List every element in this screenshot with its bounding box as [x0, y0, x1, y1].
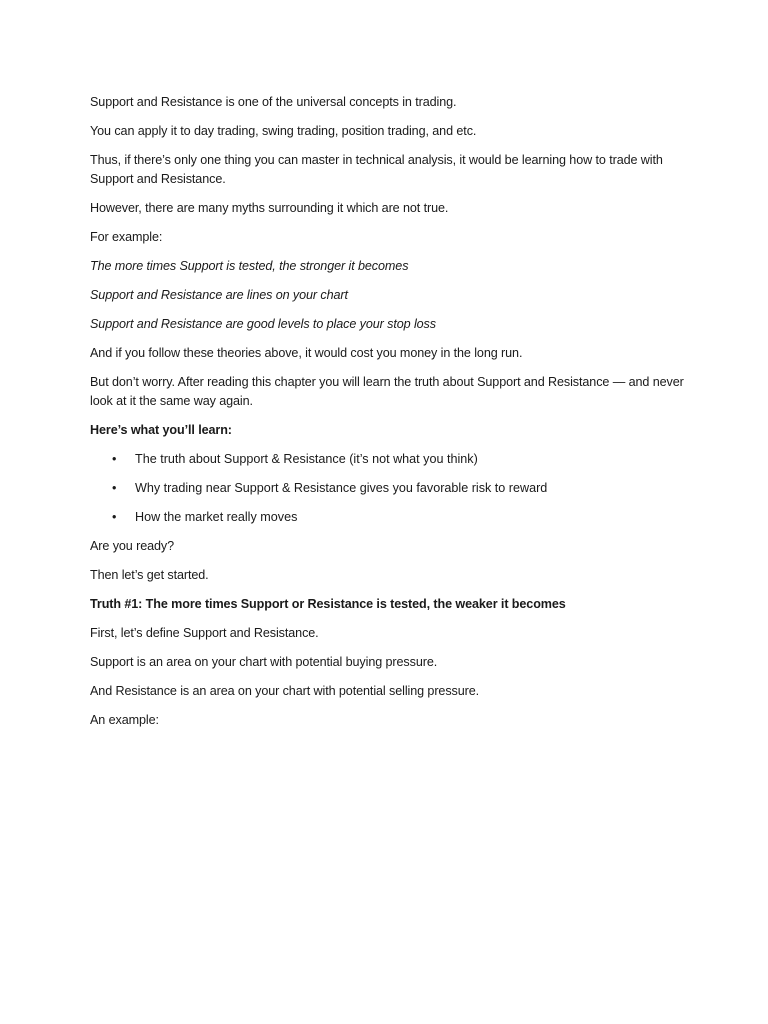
list-item [90, 450, 688, 469]
truth-1-heading: Truth #1: The more times Support or Resistance is tested, the weaker it becomes [90, 597, 566, 611]
myth-item-3: Support and Resistance are good levels to place your stop loss [90, 317, 436, 331]
myth-item-1: The more times Support is tested, the stronger it becomes [90, 259, 409, 273]
define-paragraph: First, let’s define Support and Resistance. [90, 626, 319, 640]
support-definition: Support is an area on your chart with potential buying pressure. [90, 655, 438, 669]
dont-worry-paragraph: But don’t worry. After reading this chapter you will learn the truth about Support and Resistance — and never look at it the same way again. [90, 375, 684, 408]
master-paragraph: Thus, if there’s only one thing you can master in technical analysis, it would be learning how to trade with Support and Resistance. [90, 153, 663, 186]
intro-paragraph: Support and Resistance is one of the universal concepts in trading. [90, 95, 457, 109]
list-item-text: How the market really moves [135, 510, 298, 524]
list-item-text: Why trading near Support & Resistance gives you favorable risk to reward [135, 481, 548, 495]
an-example-label: An example: [90, 713, 159, 727]
ready-paragraph: Are you ready? [90, 539, 175, 553]
resistance-definition: And Resistance is an area on your chart with potential selling pressure. [90, 684, 480, 698]
for-example-label: For example: [90, 230, 163, 244]
list-item [90, 479, 688, 498]
myths-paragraph: However, there are many myths surrounding it which are not true. [90, 201, 449, 215]
learn-list [90, 450, 688, 527]
bullet-icon: • [112, 510, 117, 524]
bullet-icon: • [112, 452, 117, 466]
get-started-paragraph: Then let’s get started. [90, 568, 209, 582]
apply-paragraph: You can apply it to day trading, swing trading, position trading, and etc. [90, 124, 477, 138]
myth-item-2: Support and Resistance are lines on your chart [90, 288, 348, 302]
bullet-icon: • [112, 481, 117, 495]
list-item [90, 508, 688, 527]
cost-paragraph: And if you follow these theories above, it would cost you money in the long run. [90, 346, 523, 360]
what-youll-learn-heading: Here’s what you’ll learn: [90, 423, 232, 437]
list-item-text: The truth about Support & Resistance (it’s not what you think) [135, 452, 478, 466]
